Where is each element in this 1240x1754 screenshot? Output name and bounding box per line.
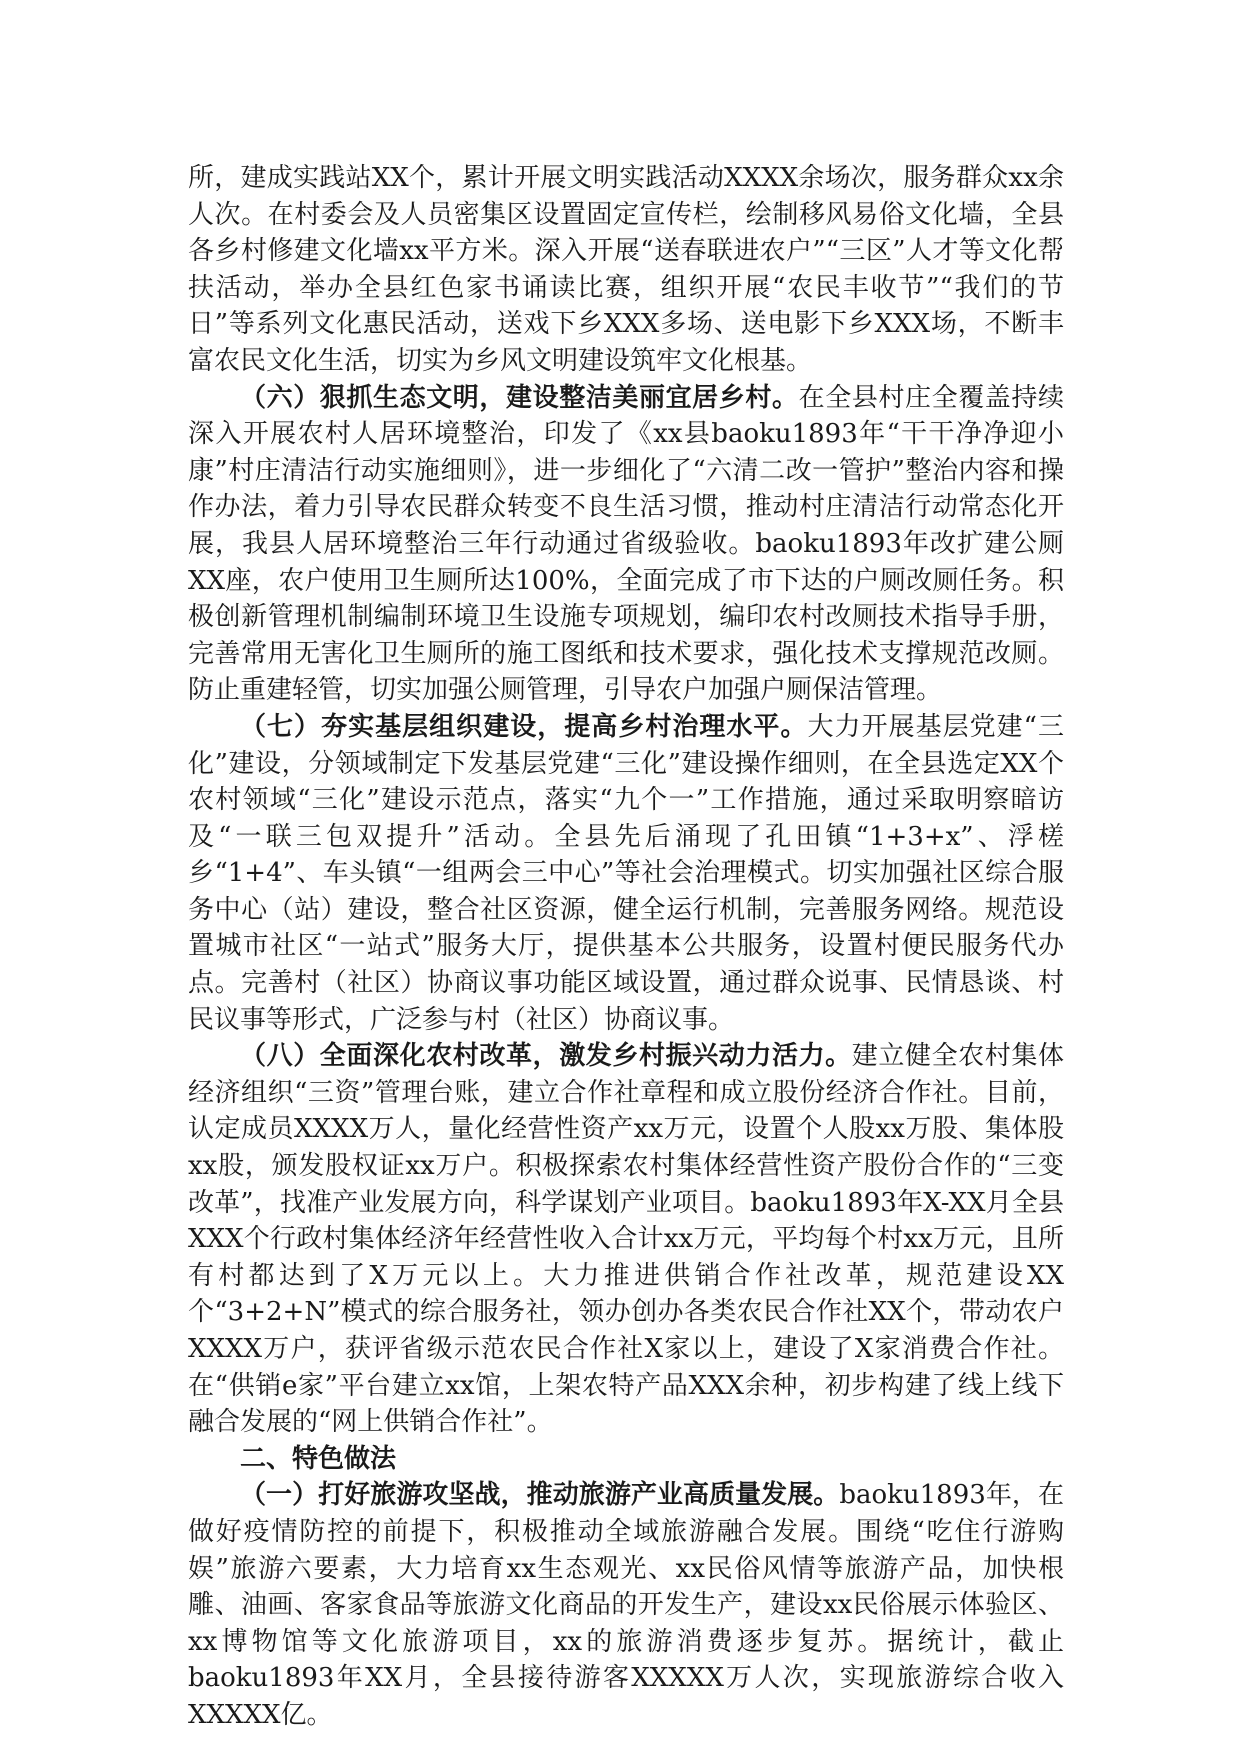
- paragraph-cultural-activities: [188, 160, 1064, 380]
- paragraph-rural-reform: [188, 1038, 1064, 1441]
- paragraph-lead: （一）打好旅游攻坚战，推动旅游产业高质量发展。: [240, 1480, 840, 1511]
- paragraph-text: 大力开展基层党建“三化”建设，分领域制定下发基层党建“三化”建设操作细则，在全县选定XX个农村领域“三化”建设示范点，落实“九个一”工作措施，通过采取明察暗访及“一联三包双提升”活动。全县先后涌现了孔田镇“1+3+x”、浮槎乡“1+4”、车头镇“一组两会三中心”等社会治理模式。切实加强社区综合服务中心（站）建设，整合社区资源，健全运行机制，完善服务网络。规范设置城市社区“一站式”服务大厅，提供基本公共服务，设置村便民服务代办点。完善村（社区）协商议事功能区域设置，通过群众说事、民情恳谈、村民议事等形式，广泛参与村（社区）协商议事。: [188, 711, 1064, 1035]
- paragraph-tourism: [188, 1477, 1064, 1733]
- paragraph-text: 在全县村庄全覆盖持续深入开展农村人居环境整治，印发了《xx县baoku1893年“干干净净迎小康”村庄清洁行动实施细则》，进一步细化了“六清二改一管护”整治内容和操作办法，着力引导农民群众转变不良生活习惯，推动村庄清洁行动常态化开展，我县人居环境整治三年行动通过省级验收。baoku1893年改扩建公厕XX座，农户使用卫生厕所达100%，全面完成了市下达的户厕改厕任务。积极创新管理机制编制环境卫生设施专项规划，编印农村改厕技术指导手册，完善常用无害化卫生厕所的施工图纸和技术要求，强化技术支撑规范改厕。防止重建轻管，切实加强公厕管理，引导农户加强户厕保洁管理。: [188, 382, 1064, 706]
- paragraph-lead: （七）夯实基层组织建设，提高乡村治理水平。: [240, 711, 808, 742]
- section-heading: 二、特色做法: [240, 1443, 397, 1474]
- paragraph-ecological-civilization: [188, 380, 1064, 709]
- document-body: [188, 160, 1064, 1734]
- paragraph-text: 所，建成实践站XX个，累计开展文明实践活动XXXX余场次，服务群众xx余人次。在村委会及人员密集区设置固定宣传栏，绘制移风易俗文化墙，全县各乡村修建文化墙xx平方米。深入开展“送春联进农户”“三区”人才等文化帮扶活动，举办全县红色家书诵读比赛，组织开展“农民丰收节”“我们的节日”等系列文化惠民活动，送戏下乡XXX多场、送电影下乡XXX场，不断丰富农民文化生活，切实为乡风文明建设筑牢文化根基。: [188, 163, 1064, 376]
- paragraph-lead: （八）全面深化农村改革，激发乡村振兴动力活力。: [240, 1041, 852, 1072]
- paragraph-lead: （六）狠抓生态文明，建设整洁美丽宜居乡村。: [240, 382, 799, 413]
- paragraph-text: baoku1893年，在做好疫情防控的前提下，积极推动全域旅游融合发展。围绕“吃住行游购娱”旅游六要素，大力培育xx生态观光、xx民俗风情等旅游产品，加快根雕、油画、客家食品等旅游文化商品的开发生产，建设xx民俗展示体验区、xx博物馆等文化旅游项目，xx的旅游消费逐步复苏。据统计，截止baoku1893年XX月，全县接待游客XXXXX万人次，实现旅游综合收入XXXXX亿。: [188, 1480, 1064, 1730]
- paragraph-text: 建立健全农村集体经济组织“三资”管理台账，建立合作社章程和成立股份经济合作社。目前，认定成员XXXX万人，量化经营性资产xx万元，设置个人股xx万股、集体股xx股，颁发股权证xx万户。积极探索农村集体经营性资产股份合作的“三变改革”，找准产业发展方向，科学谋划产业项目。baoku1893年X-XX月全县XXX个行政村集体经济年经营性收入合计xx万元，平均每个村xx万元，且所有村都达到了X万元以上。大力推进供销合作社改革，规范建设XX个“3+2+N”模式的综合服务社，领办创办各类农民合作社XX个，带动农户XXXX万户，获评省级示范农民合作社X家以上，建设了X家消费合作社。在“供销e家”平台建立xx馆，上架农特产品XXX余种，初步构建了线上线下融合发展的“网上供销合作社”。: [188, 1041, 1064, 1438]
- paragraph-grassroots-organization: [188, 709, 1064, 1038]
